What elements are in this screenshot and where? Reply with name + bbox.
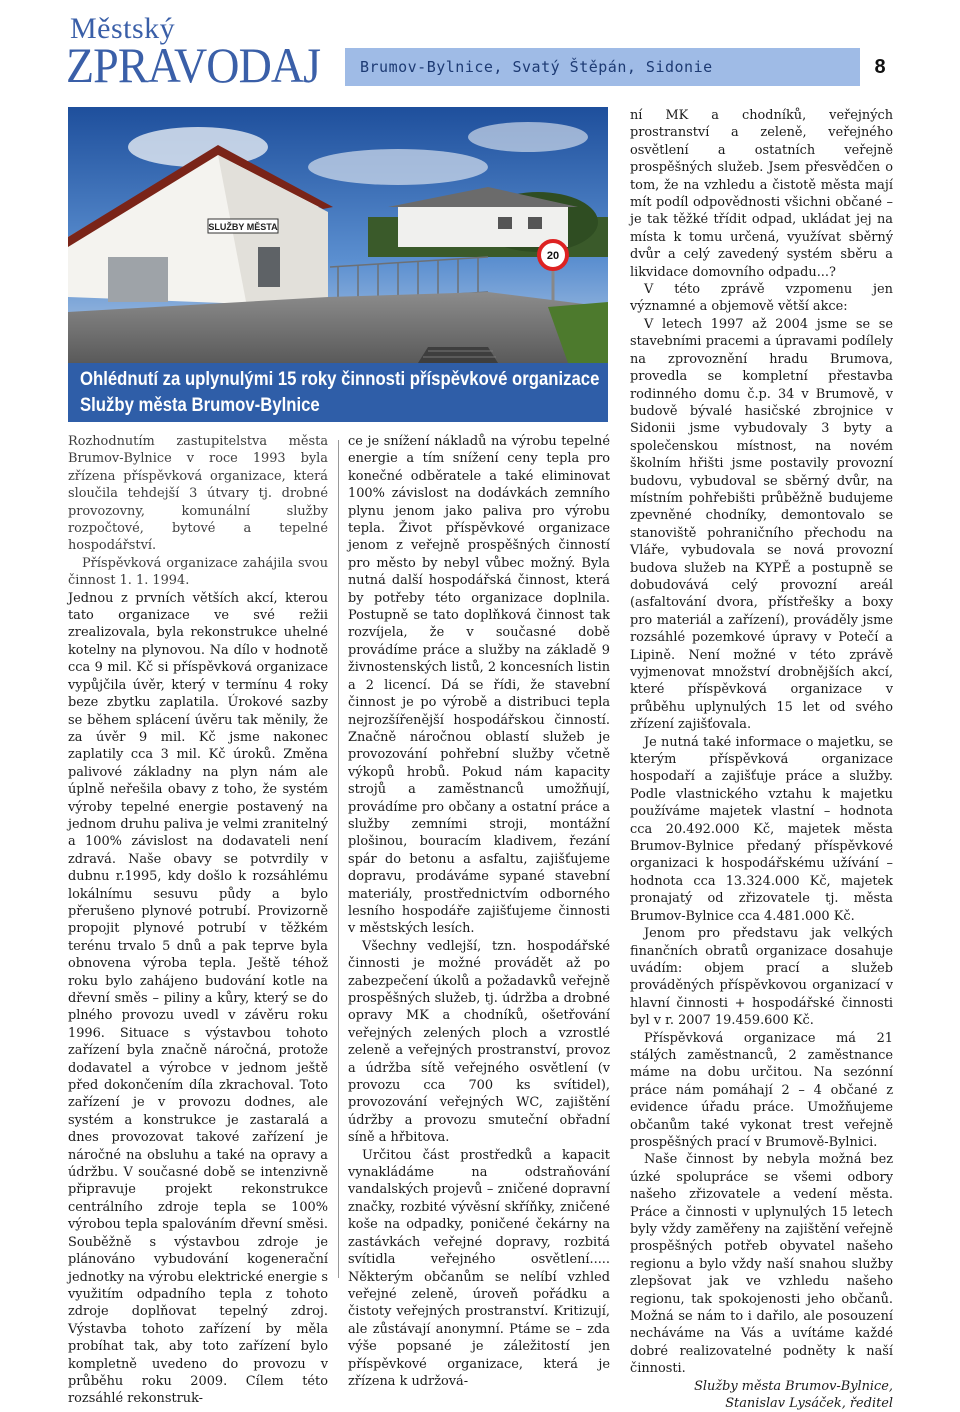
paragraph: Rozhodnutím zastupitelstva města Brumov-Bylnice v roce 1993 byla zřízena příspěvková organizace, která sloučila tehdejší 3 útvary tj. drobné provozovny, komunální služby rozpočtové, bytové a tepelné hospodářství. <box>68 434 328 554</box>
signature-author: Stanislav Lysáček, ředitel <box>725 1396 893 1412</box>
header-places: Brumov-Bylnice, Svatý Štěpán, Sidonie <box>360 58 713 76</box>
paragraph: Příspěvková organizace má 21 stálých zaměstnanců, 2 zaměstnance máme na dobu určitou. Na sezónní práce nám pomáhají 2 – 4 občané z evidence úřadu práce. Umožňujeme občanům také vykonat trest veřejně prospěšných prací v Brumově-Bylnici. <box>630 1030 893 1150</box>
column-divider <box>338 440 339 1278</box>
paragraph: Určitou část prostředků a kapacit vynakládáme na odstraňování vandalských projevů – zničené dopravní značky, rozbité vývěsní skříňky, zničené koše na odpadky, poničené čekárny na zastávkách veřejné dopravy, rozbitá svítidla veřejného osvětlení..... Některým občanům se nelíbí vzhled veřejné zeleně, úroveň pořádku a čistoty veřejných prostranství. Kritizují, ale zůstávají anonymní. Ptáme se – zda výše popsané je záležitostí jen příspěvkové organizace, která je zřízena k udržová- <box>348 1147 610 1389</box>
paragraph: Jednou z prvních větších akcí, kterou tato organizace ve své režii zrealizovala, byla rekonstrukce uhelné kotelny na plynovou. Na dílo v hodnotě cca 9 mil. Kč si příspěvková organizace vypůjčila úvěr, který v termínu 4 roky beze zbytku zaplatila. Úrokové sazby se během splácení úvěru tak měnily, že za úvěr 9 mil. Kč jsme nakonec zaplatily cca 3 mil. Kč úroků. Změna palivové základny na plyn nám ale úplně neřešila obavy z toho, že systém výroby tepelné energie postavený na jednom druhu paliva je velmi zranitelný a 100% závislost na dodavateli není zdravá. Naše obavy se potvrdily v dubnu r.1995, kdy došlo k rozsáhlému lokálnímu sesuvu půdy a bylo přerušeno plynové potrubí. Provizorně propojit plynové potrubí v těžkém terénu trvalo 5 dnů a pak teprve byla obnovena výroba tepla. Ještě téhož roku bylo zahájeno budování kotle na dřevní směs – piliny a kůry, který se do plného provozu uvedl v závěru roku 1996. Situace s výstavbou tohoto zařízení byla značně náročná, protože dodavatel a výrobce v jednom ještě před dokončením díla zkrachoval. Toto zařízení je v provozu dodnes, ale systém a konstrukce je zastaralá a dnes provozovat takové zařízení je náročné na obsluhu a také na opravy a údržbu. V současné době se intenzivně připravuje projekt rekonstrukce centrálního zdroje tepla se 100% výrobou tepla spalováním dřevní směsi. Souběžně s výstavbou zdroje je plánováno vybudování kogenerační jednotky na výrobu elektrické energie s využitím odpadního tepla z tohoto zdroje doplňovat tepelný zdroj. Výstavba tohoto zařízení by měla probíhat tak, aby toto zařízení bylo kompletně uvedeno do provozu v průběhu roku 2009. Cílem této rozsáhlé rekonstruk- <box>68 590 328 1407</box>
article-subtitle: Služby města Brumov-Bylnice <box>80 395 320 416</box>
paragraph: V letech 1997 až 2004 jsme se se stavebními pracemi a úpravami podílely na zprovoznění hradu Brumova, provedla se kompletní přestavba rodinného domu č.p. 34 v Brumově, v budově bývalé hasičské zbrojnice v Sidonii jsme vybudovaly 3 byty a společenskou místnost, na novém školním hřišti jsme postavily provozní budovu, vybudoval se sběrný dvůr, na místním pohřebišti průběžně budujeme zpevněné chodníky, demontovalo se stanoviště pohraničního přechodu na Vláře, vybudovala se nová provozní budova služeb na KYPĚ a postupně se dobudovává celý provozní areál (asfaltování dvora, přístřešky a boxy pro materiál a zařízení), prováděly jsme rozsáhlé pozemkové úpravy v Potečí a Lipině. Není možné v této zprávě vyjmenovat množství drobnějších akcí, které příspěvková organizace v průběhu uplynulých 15 let od svého zřízení zajišťovala. <box>630 316 893 733</box>
paragraph: Je nutná také informace o majetku, se kterým příspěvková organizace hospodaří a zajišťuje práce a služby. Podle vlastnického vztahu k majetku používáme majetek vlastní – hodnota cca 20.492.000 Kč, majetek města Brumov-Bylnice předaný příspěvkové organizaci k hospodářskému užívání – hodnota cca 13.324.000 Kč, majetek pronajatý od zřizovatele tj. města Brumov-Bylnice cca 4.481.000 Kč. <box>630 734 893 924</box>
paragraph: V této zprávě vzpomenu jen významné a objemově větší akce: <box>630 282 893 315</box>
paragraph: Všechny vedlejší, tzn. hospodářské činnosti je možné provádět až po zabezpečení úkolů a požadavků veřejně prospěšných služeb, tj. údržba a drobné opravy MK a chodníků, ošetřování veřejných zelených ploch a vzrostlé zeleně a veřejných prostranství, provoz a údržba sítě veřejného osvětlení (v provozu cca 700 ks svítidel), provozování veřejných WC, zajištění údržby a provozu smuteční obřadní síně a hřbitova. <box>348 938 610 1146</box>
article-title: Ohlédnutí za uplynulými 15 roky činnosti příspěvkové organizace <box>80 369 600 390</box>
paragraph: Příspěvková organizace zahájila svou činnost 1. 1. 1994. <box>68 555 328 589</box>
article-photo <box>68 107 608 363</box>
paragraph: ní MK a chodníků, veřejných prostranství a zeleně, veřejného osvětlení a ostatních veřejně prospěšných služeb. Jsem přesvědčen o tom, že na vzhledu a čistotě města mají mít podíl odpovědnosti všichni občané – je tak těžké třídit odpad, ukládat jej na místa k tomu určená, využívat sběrný dvůr a celý zavedený systém sběru a likvidace domovního odpadu...? <box>630 108 893 280</box>
article-column-3 <box>630 107 893 1412</box>
paragraph: Jenom pro představu jak velkých finančních obratů organizace dosahuje uvádím: objem prací a služeb prováděných příspěvkovou organizací v hlavní činnosti + hospodářské činnosti byl v r. 2007 19.459.600 Kč. <box>630 926 893 1029</box>
article-column-2 <box>348 433 610 1390</box>
building-sign: SLUŽBY MĚSTA <box>208 222 278 232</box>
article-column-1 <box>68 433 328 1408</box>
masthead-small: Městský <box>70 12 176 45</box>
page-number: 8 <box>874 56 886 78</box>
speed-limit-sign: 20 <box>546 250 560 262</box>
masthead-title: ZPRAVODAJ <box>66 37 321 93</box>
paragraph: Naše činnost by nebyla možná bez úzké spolupráce se všemi odbory našeho zřizovatele a vedení města. Práce a činnosti v uplynulých 15 letech byly vždy zaměřeny na zajištění veřejně prospěšných potřeb obyvatel našeho regionu a bylo vždy naší snahou služby zlepšovat jak ve vzhledu našeho regionu, tak spokojenosti jeho občanů. Možná se nám to i dařilo, ale posouzení necháváme na Vás a uvítáme každé dobré realizovatelné podněty k naší činnosti. <box>630 1152 893 1377</box>
signature-organization: Služby města Brumov-Bylnice, <box>694 1378 893 1394</box>
paragraph: ce je snížení nákladů na výrobu tepelné energie a tím snížení ceny tepla pro konečné odběratele a také eliminovat 100% závislost na dodávkách zemního plynu jenom jako paliva pro výrobu tepla. Život příspěvkové organizace jenom z veřejně prospěšných činností pro město by nebyl vůbec možný. Byla nutná další hospodářská činnost, která by potřeby této organizace doplnila. Postupně se tato doplňková činnost tak rozvíjela, že v současné době provádíme práce a služby na základě 9 živnostenských listů, 2 koncesních listin a 2 licencí. Dá se řídi, že stavební činnost je po výrobě a distribuci tepla nejrozšířenější hospodářskou činností. Značně náročnou oblastí služeb je provozování pohřební služby včetně výkopů hrobů. Pokud nám kapacity strojů a zaměstnanců umožňují, provádíme pro občany a ostatní práce a služby zemními stroji, montážní plošinou, bouracím kladivem, řezání spár do betonu a asfaltu, zajišťujeme dopravu, prodáváme sypané stavební materiály, prostřednictvím odborného lesního hospodáře zajišťujeme činnosti v městských lesích. <box>348 434 610 937</box>
